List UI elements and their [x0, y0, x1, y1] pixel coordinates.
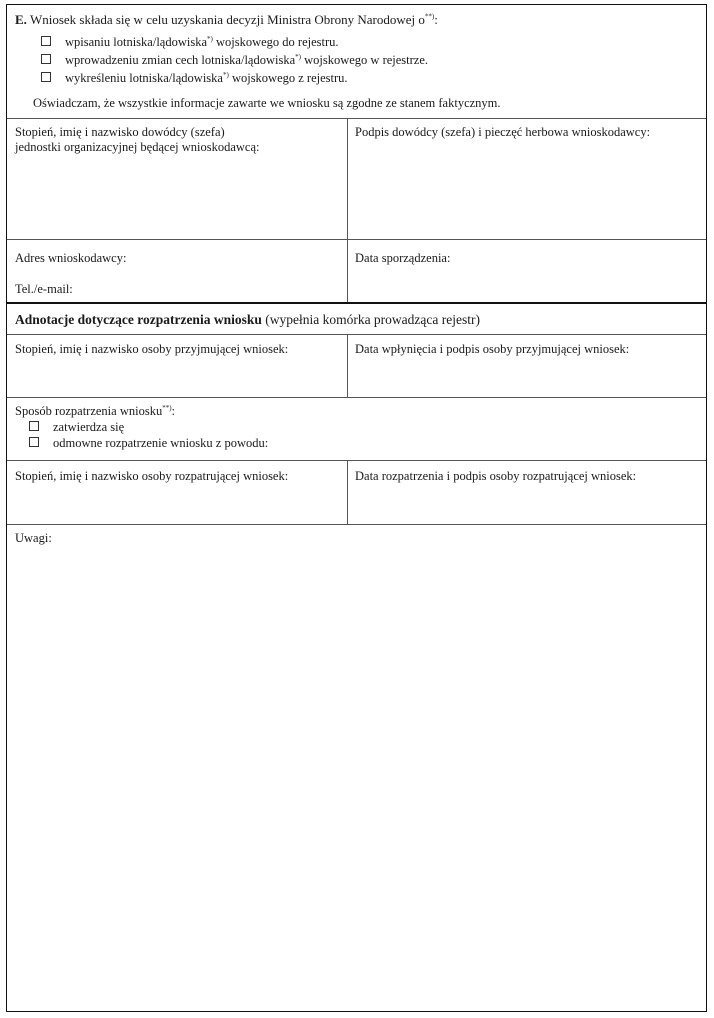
phone-field[interactable] — [15, 282, 73, 297]
annotations-heading — [15, 312, 480, 328]
heading-colon: : — [434, 12, 438, 27]
statement-text: Oświadczam, że wszystkie informacje zawarte we wniosku są zgodne ze stanem faktycznym. — [33, 96, 501, 110]
receipt-field[interactable] — [355, 342, 629, 357]
footnote-marker: **) — [424, 12, 435, 21]
annotations-heading-bold: Adnotacje dotyczące rozpatrzenia wniosku — [15, 312, 262, 327]
column-divider — [347, 334, 348, 397]
reviewer-field[interactable] — [15, 469, 288, 484]
reviewer-label: Stopień, imię i nazwisko osoby rozpatrującej wniosek: — [15, 469, 289, 483]
option-label: wprowadzeniu zmian cech lotniska/lądowiska — [65, 53, 296, 67]
checkbox[interactable] — [41, 54, 51, 64]
commander-label-line1: Stopień, imię i nazwisko dowódcy (szefa) — [15, 125, 225, 139]
address-field[interactable] — [15, 251, 126, 266]
checkbox[interactable] — [29, 437, 39, 447]
method-colon: : — [171, 404, 176, 418]
option-register[interactable] — [41, 35, 339, 50]
address-label: Adres wnioskodawcy: — [15, 251, 127, 265]
section-e-heading — [15, 12, 438, 28]
row-divider — [7, 334, 706, 335]
footnote-marker: *) — [207, 34, 213, 43]
option-change[interactable] — [41, 53, 428, 68]
checkbox[interactable] — [29, 421, 39, 431]
footnote-marker: *) — [222, 70, 229, 79]
method-option-label: odmowne rozpatrzenie wniosku z powodu: — [53, 436, 269, 450]
section-e-heading-text: Wniosek składa się w celu uzyskania decyzji Ministra Obrony Narodowej o — [29, 12, 425, 27]
option-remove[interactable] — [41, 71, 348, 86]
row-divider — [7, 397, 706, 398]
receiver-field[interactable] — [15, 342, 288, 357]
option-label-end: wojskowego do rejestru. — [212, 35, 339, 49]
date-field[interactable] — [355, 251, 450, 266]
column-divider — [347, 460, 348, 524]
section-letter: E. — [15, 12, 27, 27]
method-option-reject[interactable] — [29, 436, 268, 451]
footnote-marker: *) — [295, 52, 301, 61]
row-divider — [7, 460, 706, 461]
commander-field[interactable] — [15, 125, 259, 155]
method-option-approve[interactable] — [29, 420, 124, 435]
footnote-marker: **) — [162, 403, 172, 412]
annotations-heading-rest: (wypełnia komórka prowadząca rejestr) — [261, 312, 480, 327]
commander-label-line2: jednostki organizacyjnej będącej wnioskodawcą: — [15, 140, 260, 154]
phone-label: Tel./e-mail: — [15, 282, 73, 296]
section-divider — [7, 302, 706, 304]
checkbox[interactable] — [41, 36, 51, 46]
receiver-label: Stopień, imię i nazwisko osoby przyjmującej wniosek: — [15, 342, 289, 356]
option-label-end: wojskowego z rejestru. — [228, 71, 348, 85]
date-label: Data sporządzenia: — [355, 251, 451, 265]
review-date-field[interactable] — [355, 469, 636, 484]
row-divider — [7, 524, 706, 525]
review-date-label: Data rozpatrzenia i podpis osoby rozpatrującej wniosek: — [355, 469, 637, 483]
method-field — [15, 404, 175, 419]
remarks-label: Uwagi: — [15, 531, 52, 545]
option-label: wykreśleniu lotniska/lądowiska — [65, 71, 223, 85]
signature-field[interactable] — [355, 125, 650, 140]
section-e — [7, 5, 706, 119]
column-divider — [347, 119, 348, 303]
option-label-end: wojskowego w rejestrze. — [300, 53, 429, 67]
method-option-label: zatwierdza się — [53, 420, 125, 434]
option-label: wpisaniu lotniska/lądowiska — [65, 35, 207, 49]
form-frame — [6, 4, 707, 1012]
checkbox[interactable] — [41, 72, 51, 82]
remarks-field[interactable] — [15, 531, 52, 546]
receipt-label: Data wpłynięcia i podpis osoby przyjmującej wniosek: — [355, 342, 630, 356]
signature-label: Podpis dowódcy (szefa) i pieczęć herbowa wnioskodawcy: — [355, 125, 651, 139]
row-divider — [7, 239, 706, 240]
method-label: Sposób rozpatrzenia wniosku — [15, 404, 163, 418]
